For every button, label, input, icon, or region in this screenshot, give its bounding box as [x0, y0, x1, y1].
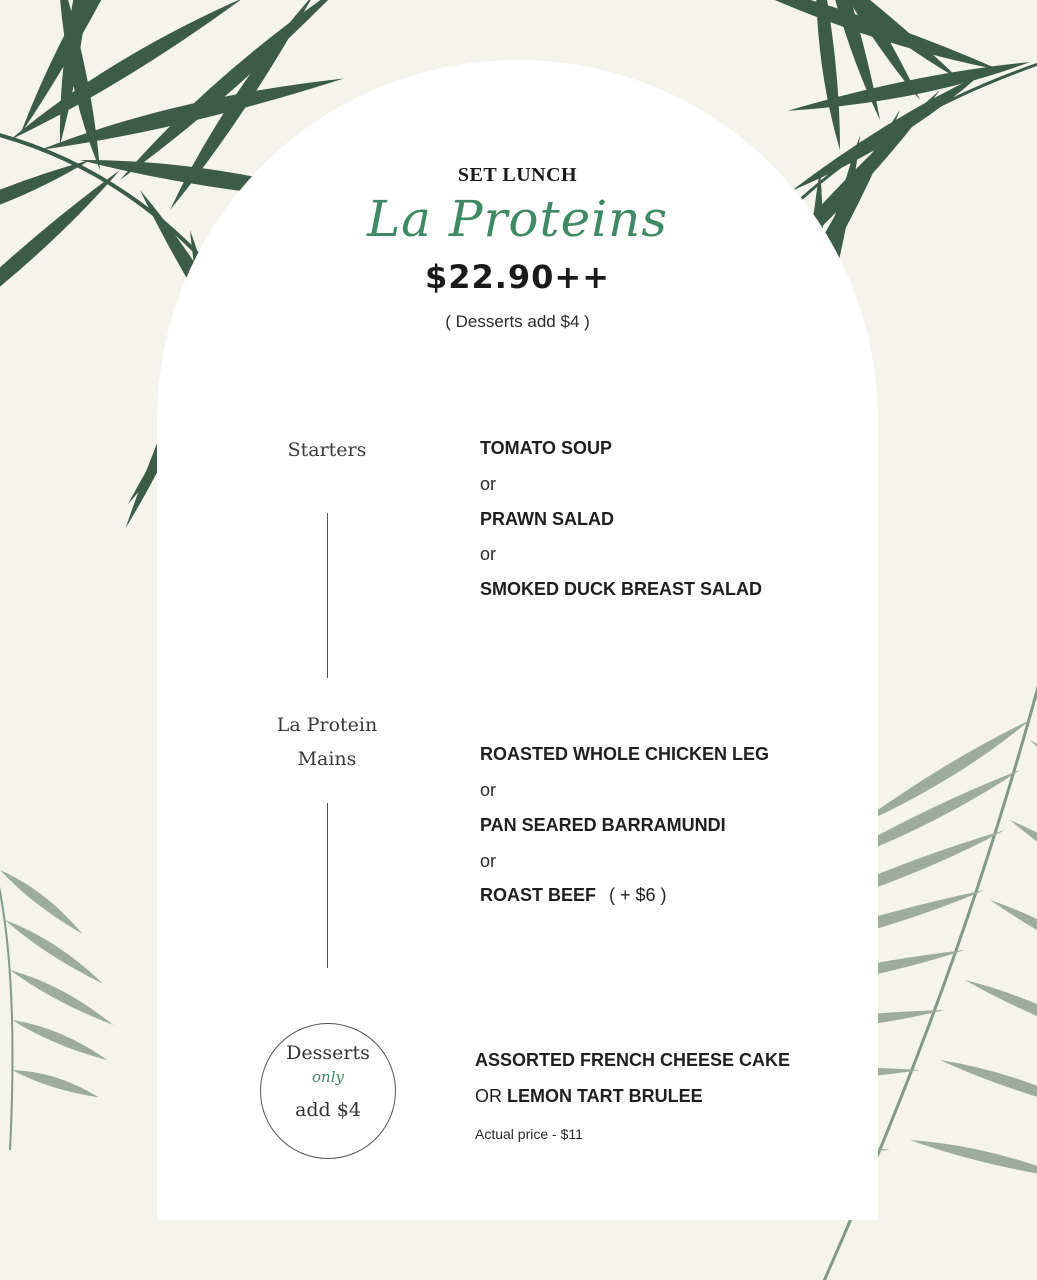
or-separator: or: [480, 474, 497, 494]
dessert-item-2-name: LEMON TART BRULEE: [507, 1086, 703, 1106]
or-separator: or: [480, 851, 497, 871]
or-separator: or: [480, 780, 497, 800]
starters-label: Starters: [287, 439, 367, 461]
mains-label-line1: La Protein: [276, 714, 378, 736]
desserts-badge-title: Desserts: [286, 1042, 370, 1064]
main-item-1: ROASTED WHOLE CHICKEN LEG: [480, 744, 770, 764]
mains-label-line2: Mains: [297, 748, 357, 770]
menu-card: [157, 60, 878, 1220]
main-item-3: [480, 885, 667, 906]
main-item-2: PAN SEARED BARRAMUNDI: [480, 815, 726, 835]
dessert-item-2: [475, 1086, 703, 1107]
set-price: $22.90++: [424, 258, 611, 296]
price-note: ( Desserts add $4 ): [445, 312, 590, 331]
roast-beef-surcharge: ( + $6 ): [609, 885, 667, 905]
starter-item-1: TOMATO SOUP: [480, 438, 613, 458]
starter-item-2: PRAWN SALAD: [480, 509, 614, 529]
dessert-or-prefix: OR: [475, 1086, 502, 1106]
menu-script-title: La Proteins: [366, 190, 669, 248]
roast-beef-name: ROAST BEEF: [480, 885, 597, 905]
leaf-bottom-left-icon: [0, 850, 115, 1150]
desserts-badge-only: only: [312, 1068, 344, 1086]
mains-divider: [327, 803, 328, 968]
dessert-item-1: ASSORTED FRENCH CHEESE CAKE: [475, 1050, 791, 1070]
set-lunch-heading: SET LUNCH: [457, 164, 578, 186]
desserts-badge-price: add $4: [295, 1099, 361, 1121]
dessert-actual-price: Actual price - $11: [475, 1126, 583, 1142]
starter-item-3: SMOKED DUCK BREAST SALAD: [480, 579, 763, 599]
starters-divider: [327, 513, 328, 678]
or-separator: or: [480, 544, 497, 564]
